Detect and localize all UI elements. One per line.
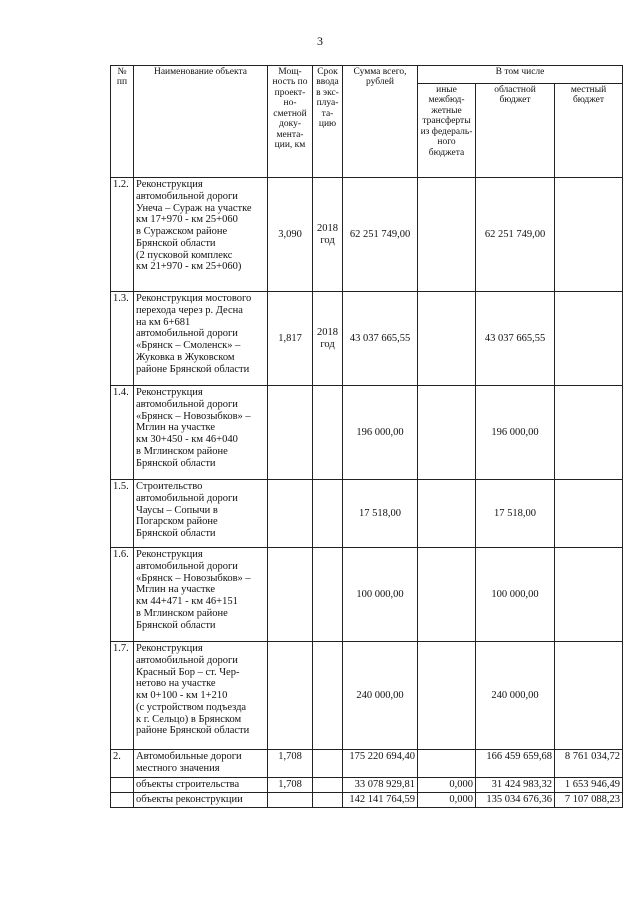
federal-value: [418, 480, 476, 548]
capacity-value: [268, 386, 313, 480]
object-name: Реконструкция автомобильной дороги Красный Бор – ст. Чер- нетово на участке км 0+100 - км 1+210 (с устройством подъезда к г. Сельцо) в Брянском районе Брянской области: [134, 642, 268, 750]
object-name: Строительство автомобильной дороги Чаусы – Сопычи в Погарском районе Брянской области: [134, 480, 268, 548]
table-row: [111, 642, 623, 750]
table-row: [111, 548, 623, 642]
header-term: Срок ввода в экс-плуа-та-цию: [313, 66, 343, 178]
regional-value: 17 518,00: [476, 480, 555, 548]
header-local: местный бюджет: [555, 84, 623, 178]
total-value: 100 000,00: [343, 548, 418, 642]
term-value: 2018 год: [313, 178, 343, 292]
local-value: [555, 548, 623, 642]
header-federal: иные межбюд-жетные трансферты из федераль-ного бюджета: [418, 84, 476, 178]
federal-value: [418, 548, 476, 642]
row-number: 1.3.: [111, 292, 134, 386]
table-row: [111, 480, 623, 548]
regional-value: 62 251 749,00: [476, 178, 555, 292]
local-value: 8 761 034,72: [555, 750, 623, 778]
total-value: 62 251 749,00: [343, 178, 418, 292]
total-value: 240 000,00: [343, 642, 418, 750]
local-value: [555, 386, 623, 480]
regional-value: 196 000,00: [476, 386, 555, 480]
term-value: [313, 778, 343, 793]
row-number: 1.4.: [111, 386, 134, 480]
local-value: 1 653 946,49: [555, 778, 623, 793]
capacity-value: 1,817: [268, 292, 313, 386]
federal-value: [418, 292, 476, 386]
term-value: [313, 642, 343, 750]
object-name: Реконструкция автомобильной дороги Унеча – Сураж на участке км 17+970 - км 25+060 в Суражском районе Брянской области (2 пусковой комплекс км 21+970 - км 25+060): [134, 178, 268, 292]
table-row: [111, 386, 623, 480]
object-name: Автомобильные дороги местного значения: [134, 750, 268, 778]
total-value: 175 220 694,40: [343, 750, 418, 778]
term-value: [313, 792, 343, 807]
total-value: 33 078 929,81: [343, 778, 418, 793]
regional-value: 43 037 665,55: [476, 292, 555, 386]
regional-value: 100 000,00: [476, 548, 555, 642]
total-value: 142 141 764,59: [343, 792, 418, 807]
term-value: [313, 548, 343, 642]
row-number: 1.2.: [111, 178, 134, 292]
regional-value: 31 424 983,32: [476, 778, 555, 793]
federal-value: [418, 642, 476, 750]
local-value: 7 107 088,23: [555, 792, 623, 807]
total-value: 196 000,00: [343, 386, 418, 480]
table-row: [111, 178, 623, 292]
federal-value: [418, 178, 476, 292]
capacity-value: [268, 480, 313, 548]
total-value: 17 518,00: [343, 480, 418, 548]
header-name: Наименование объекта: [134, 66, 268, 178]
header-regional: областной бюджет: [476, 84, 555, 178]
row-number: 1.7.: [111, 642, 134, 750]
capacity-value: 3,090: [268, 178, 313, 292]
object-name: Реконструкция мостового перехода через р. Десна на км 6+681 автомобильной дороги «Брянск – Смоленск» – Жуковка в Жуковском районе Брянской области: [134, 292, 268, 386]
federal-value: [418, 386, 476, 480]
row-number: [111, 778, 134, 793]
capacity-value: [268, 792, 313, 807]
table-row: [111, 292, 623, 386]
regional-value: 135 034 676,36: [476, 792, 555, 807]
term-value: [313, 386, 343, 480]
object-name: объекты реконструкции: [134, 792, 268, 807]
federal-value: 0,000: [418, 778, 476, 793]
page-number: 3: [317, 34, 323, 48]
row-number: [111, 792, 134, 807]
capacity-value: [268, 642, 313, 750]
summary-row: [111, 792, 623, 807]
term-value: 2018 год: [313, 292, 343, 386]
summary-row: [111, 778, 623, 793]
header-total: Сумма всего, рублей: [343, 66, 418, 178]
federal-value: [418, 750, 476, 778]
term-value: [313, 750, 343, 778]
capacity-value: 1,708: [268, 778, 313, 793]
row-number: 1.5.: [111, 480, 134, 548]
summary-row: [111, 750, 623, 778]
regional-value: 240 000,00: [476, 642, 555, 750]
investment-table: [110, 65, 623, 808]
header-capacity: Мощ-ность по проект-но-сметной доку-мента-ции, км: [268, 66, 313, 178]
total-value: 43 037 665,55: [343, 292, 418, 386]
object-name: Реконструкция автомобильной дороги «Брянск – Новозыбков» – Мглин на участке км 30+450 - км 46+040 в Мглинском районе Брянской области: [134, 386, 268, 480]
header-including: В том числе: [418, 66, 623, 84]
row-number: 1.6.: [111, 548, 134, 642]
federal-value: 0,000: [418, 792, 476, 807]
object-name: Реконструкция автомобильной дороги «Брянск – Новозыбков» – Мглин на участке км 44+471 - км 46+151 в Мглинском районе Брянской области: [134, 548, 268, 642]
object-name: объекты строительства: [134, 778, 268, 793]
row-number: 2.: [111, 750, 134, 778]
header-no: № пп: [111, 66, 134, 178]
regional-value: 166 459 659,68: [476, 750, 555, 778]
local-value: [555, 480, 623, 548]
local-value: [555, 642, 623, 750]
local-value: [555, 292, 623, 386]
capacity-value: [268, 548, 313, 642]
term-value: [313, 480, 343, 548]
capacity-value: 1,708: [268, 750, 313, 778]
local-value: [555, 178, 623, 292]
